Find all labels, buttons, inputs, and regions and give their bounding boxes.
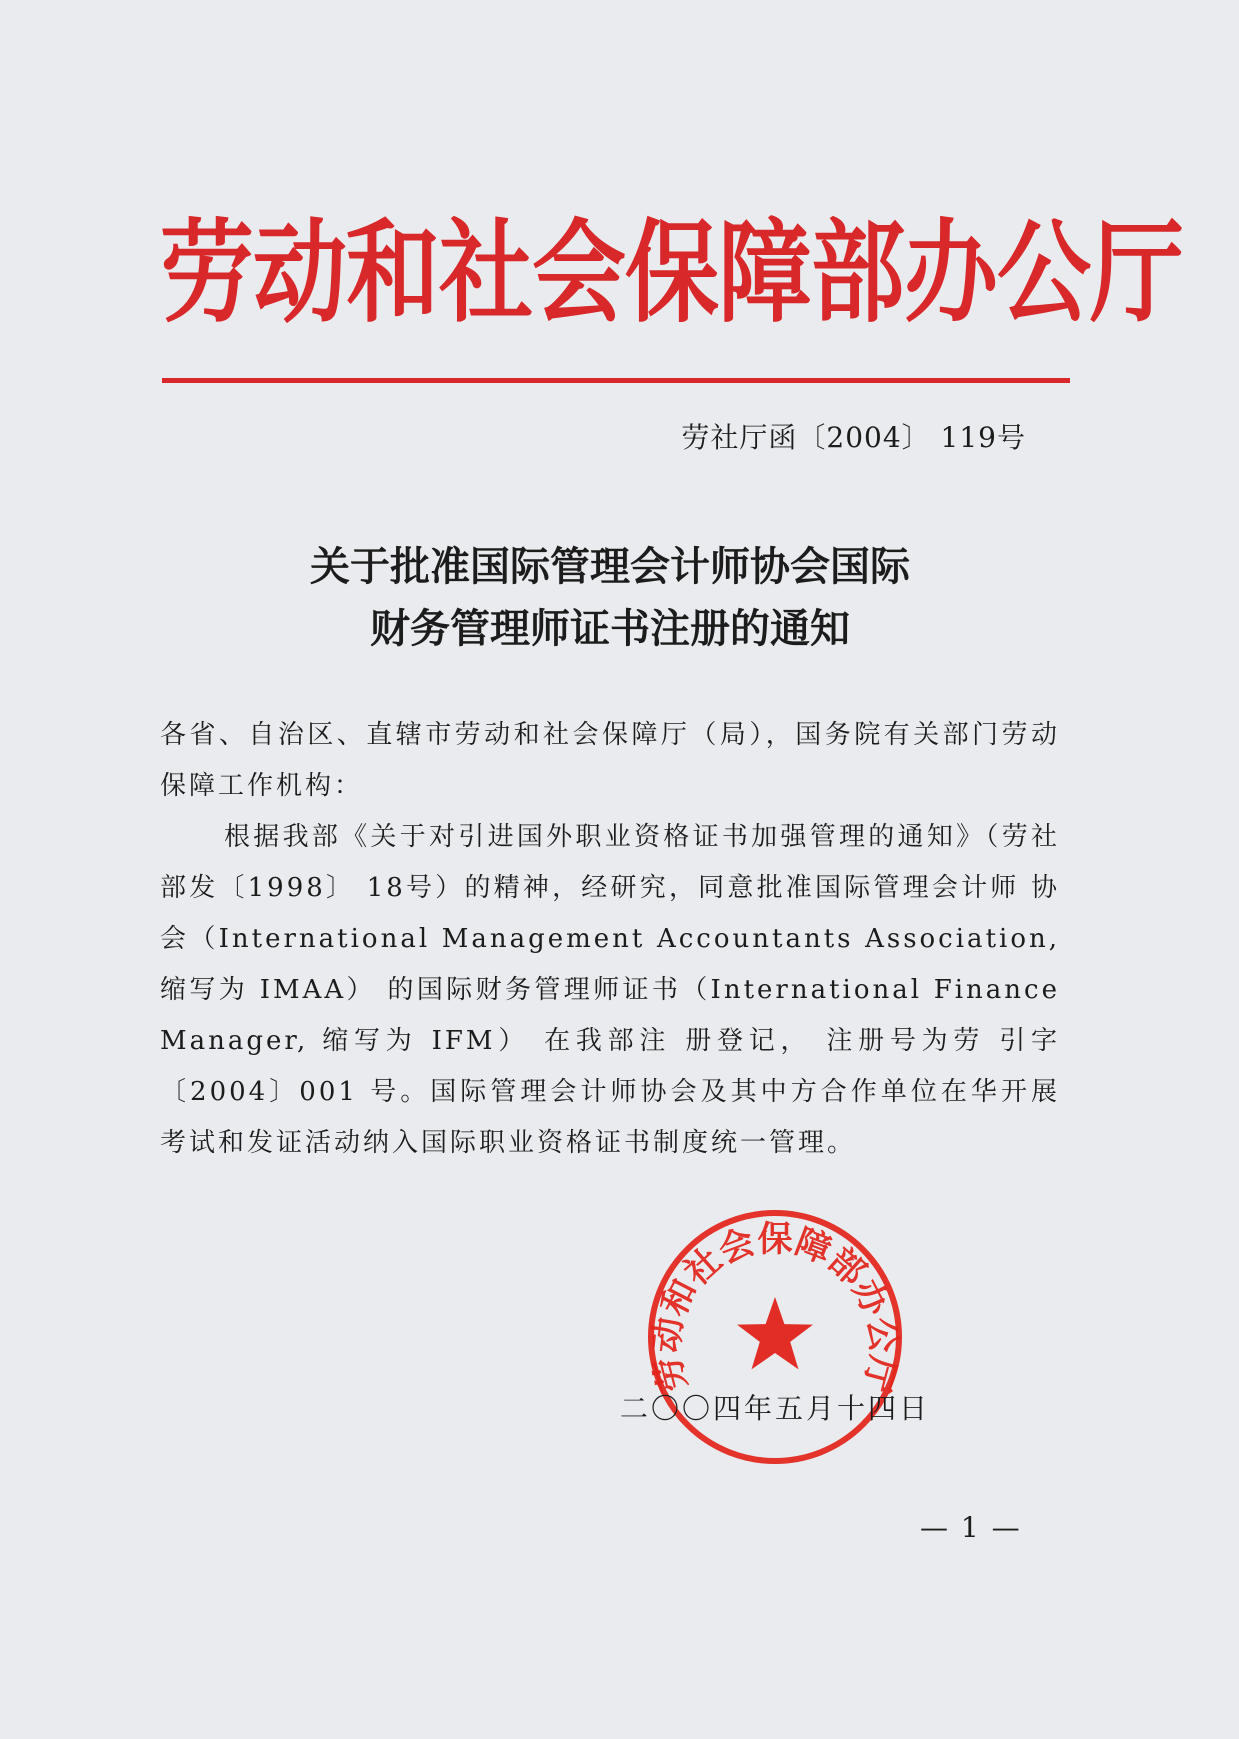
seal-text: 劳动和社会保障部办公厅 — [645, 1218, 905, 1397]
main-paragraph: 根据我部《关于对引进国外职业资格证书加强管理的通知》（劳社部发〔1998〕 18号）的精神，经研究，同意批准国际管理会计师 协会（International Management Accountants Association, 缩写为 IMAA） 的国际财务管理师证书（International Finance Manager, 缩写为 IFM） 在我部注 册登记， 注册号为劳 引字〔2004〕001 号。国际管理会计师协会及其中方合作单位在华开展考试和发证活动纳入国际职业资格证书制度统一管理。 — [160, 822, 1060, 1158]
signature-date: 二〇〇四年五月十四日 — [620, 1392, 931, 1425]
document-title-line-1: 关于批准国际管理会计师协会国际 — [310, 543, 910, 590]
red-header-rule — [162, 378, 1070, 383]
addressee-paragraph: 各省、自治区、直辖市劳动和社会保障厅（局），国务院有关部门劳动保障工作机构： — [160, 720, 1060, 801]
issuing-organization-header: 劳动和社会保障部办公厅 — [160, 208, 1184, 338]
document-number: 劳社厅函〔2004〕 119号 — [681, 421, 1026, 454]
document-title — [150, 536, 1070, 660]
document-body — [160, 710, 1060, 1169]
document-title-line-2: 财务管理师证书注册的通知 — [370, 605, 850, 652]
star-icon — [737, 1297, 813, 1369]
page-number: — 1 — — [920, 1511, 1022, 1544]
